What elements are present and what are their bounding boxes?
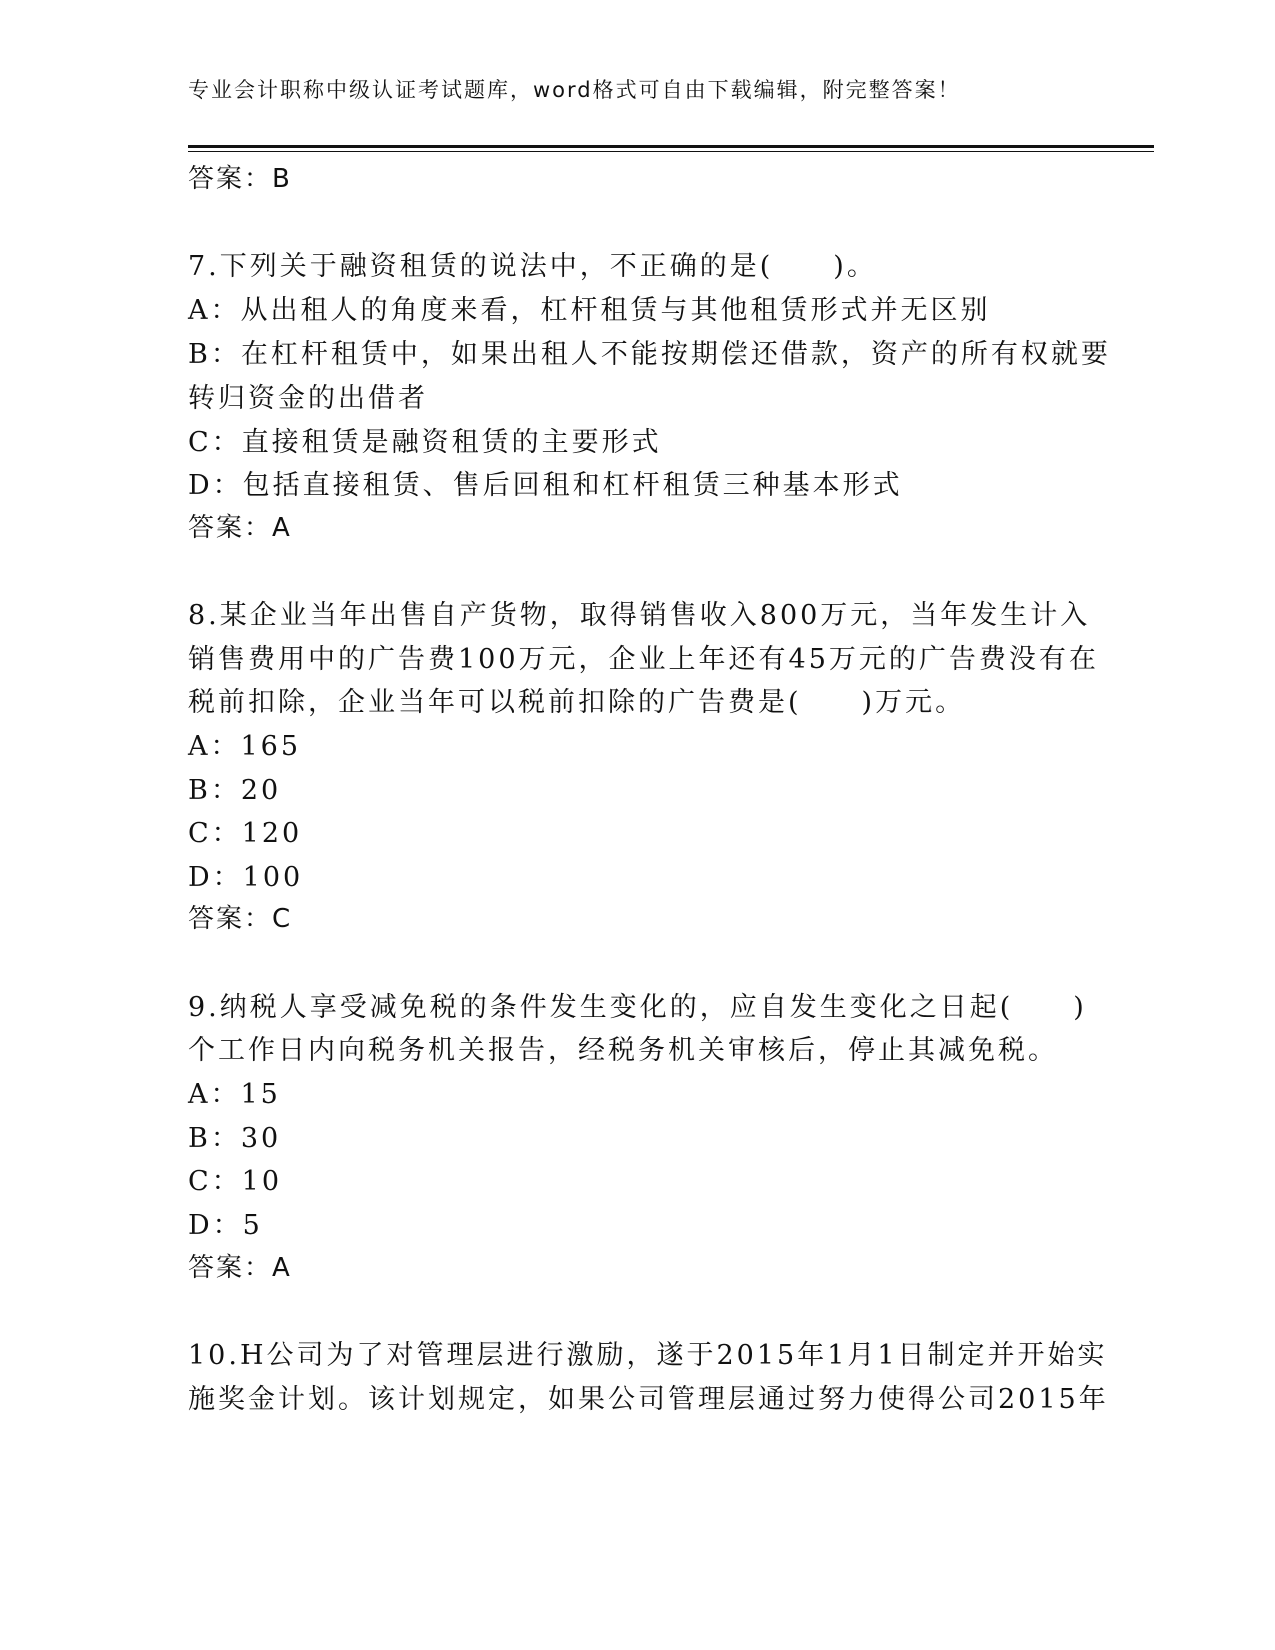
option-b-continued: 转归资金的出借者 [188, 383, 428, 414]
answer-q8: 答案：C [188, 904, 293, 934]
option-a: A：从出租人的角度来看，杠杆租赁与其他租赁形式并无区别 [188, 295, 991, 326]
question-stem: 9.纳税人享受减免税的条件发生变化的，应自发生变化之日起( ) [188, 992, 1087, 1023]
answer-q7: 答案：A [188, 513, 292, 543]
option-d: D：5 [188, 1210, 263, 1241]
option-b: B：20 [188, 775, 282, 806]
question-stem: 7.下列关于融资租赁的说法中，不正确的是( )。 [188, 251, 877, 282]
question-stem: 税前扣除，企业当年可以税前扣除的广告费是( )万元。 [188, 687, 966, 718]
question-stem: 8.某企业当年出售自产货物，取得销售收入800万元，当年发生计入 [188, 600, 1091, 631]
option-d: D：100 [188, 862, 304, 893]
question-stem: 销售费用中的广告费100万元，企业上年还有45万元的广告费没有在 [188, 644, 1099, 675]
answer-q6: 答案：B [188, 164, 292, 194]
question-stem: 10.H公司为了对管理层进行激励，遂于2015年1月1日制定并开始实 [188, 1340, 1108, 1371]
option-d: D：包括直接租赁、售后回租和杠杆租赁三种基本形式 [188, 470, 903, 501]
option-a: A：165 [188, 731, 302, 762]
header-rule-thin [188, 151, 1154, 152]
question-stem: 施奖金计划。该计划规定，如果公司管理层通过努力使得公司2015年 [188, 1384, 1109, 1415]
question-stem: 个工作日内向税务机关报告，经税务机关审核后，停止其减免税。 [188, 1035, 1058, 1066]
option-b: B：30 [188, 1123, 282, 1154]
page-header: 专业会计职称中级认证考试题库，word格式可自由下载编辑，附完整答案！ [188, 78, 961, 102]
option-a: A：15 [188, 1079, 281, 1110]
option-c: C：10 [188, 1166, 283, 1197]
option-b: B：在杠杆租赁中，如果出租人不能按期偿还借款，资产的所有权就要 [188, 339, 1111, 370]
option-c: C：直接租赁是融资租赁的主要形式 [188, 427, 662, 458]
header-rule-thick [188, 145, 1154, 148]
option-c: C：120 [188, 818, 303, 849]
answer-q9: 答案：A [188, 1253, 292, 1283]
